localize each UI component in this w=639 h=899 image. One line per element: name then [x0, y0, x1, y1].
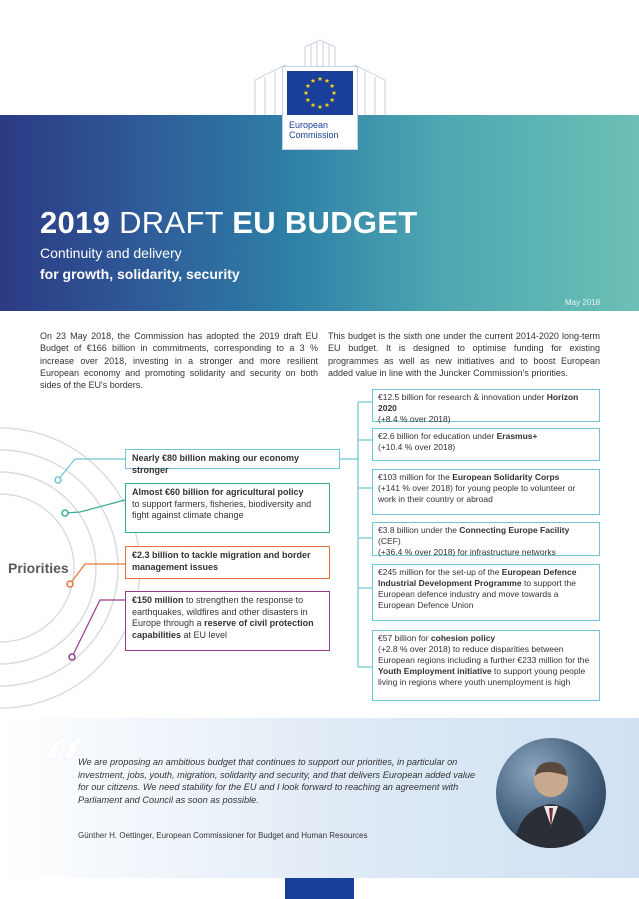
priority-civil-bold-b: reserve of civil protection capabilities: [132, 618, 314, 640]
quote-text: We are proposing an ambitious budget that continues to support our priorities, in particular on investment, jobs, youth, migration, solidarity and security, and that delivers European added value for our citizens. We need stability for the EU and I look forward to reaching an agreement with Parliament and Council as soon as possible.: [78, 757, 476, 805]
solidarity-line2: (+141 % over 2018) for young people to volunteer or work in their country or abroad: [378, 483, 576, 504]
horizon-line2: (+8.4 % over 2018): [378, 414, 451, 424]
priorities-label: Priorities: [8, 560, 69, 576]
priority-civil-protection-box: [125, 591, 330, 651]
cohesion-pre: €57 billion for: [378, 633, 431, 643]
priority-civil-bold-a: €150 million: [132, 595, 184, 605]
priority-agriculture-text: to support farmers, fisheries, biodiversity and fight against climate change: [132, 498, 312, 520]
title-eu-budget: EU BUDGET: [232, 205, 418, 240]
cohesion-bold2: Youth Employment initiative: [378, 666, 492, 676]
footer-bar: [285, 878, 354, 899]
cef-post: (CEF): [378, 536, 401, 546]
cef-line2: (+36.4 % over 2018) for infrastructure networks: [378, 547, 556, 557]
title-draft: DRAFT: [119, 205, 224, 240]
european-commission-logo: [282, 66, 358, 150]
priority-agriculture-bold: Almost €60 billion for agricultural policy: [132, 487, 304, 497]
cohesion-bold: cohesion policy: [430, 633, 496, 643]
priority-agriculture-box: [125, 483, 330, 533]
defence-pre: €245 million for the set-up of the: [378, 567, 502, 577]
publication-date: May 2018: [565, 298, 601, 307]
page-title: [40, 205, 418, 241]
economy-item-cohesion: [372, 630, 600, 701]
logo-text: [289, 120, 339, 140]
eu-flag-icon: [287, 71, 353, 115]
priority-civil-text-a: to strengthen the response to earthquakes, wildfires and other disasters in Europe through a: [132, 595, 308, 628]
economy-item-solidarity-corps: [372, 469, 600, 515]
erasmus-bold: Erasmus+: [496, 431, 538, 441]
priority-economy-box: [125, 449, 340, 475]
horizon-bold: Horizon 2020: [378, 392, 579, 413]
intro-left-paragraph: On 23 May 2018, the Commission has adopted the 2019 draft EU Budget of €166 billion in commitments, corresponding to a 3 % increase over 2018, investing in a stronger and more resilient European economy and promoting solidarity and security on both sides of the EU's borders.: [40, 331, 318, 391]
defence-post: to support the European defence industry and move towards a European Defence Union: [378, 578, 576, 610]
subtitle-line1: Continuity and delivery: [40, 245, 182, 261]
logo-line1: European: [289, 120, 329, 130]
economy-item-defence: [372, 564, 600, 621]
priority-migration-box: [125, 546, 330, 579]
quote-mark-icon: “: [40, 720, 87, 825]
subtitle-line2: for growth, solidarity, security: [40, 266, 240, 282]
horizon-pre: €12.5 billion for research & innovation under: [378, 392, 547, 402]
economy-item-erasmus: [372, 428, 600, 461]
cohesion-post2: to support young people living in regions where youth unemployment is high: [378, 666, 586, 687]
erasmus-pre: €2.6 billion for education under: [378, 431, 497, 441]
erasmus-line2: (+10.4 % over 2018): [378, 442, 456, 452]
defence-bold: European Defence Industrial Development Programme: [378, 567, 577, 588]
solidarity-bold: European Solidarity Corps: [452, 472, 560, 482]
priority-migration-text: €2.3 billion to tackle migration and border management issues: [132, 550, 311, 572]
cef-pre: €3.8 billion under the: [378, 525, 460, 535]
priority-civil-text-b: at EU level: [181, 629, 228, 640]
cohesion-line2: (+2.8 % over 2018) to reduce disparities between European regions including a further €233 million for the: [378, 644, 590, 665]
cef-bold: Connecting Europe Facility: [459, 525, 570, 535]
intro-right-paragraph: This budget is the sixth one under the current 2014-2020 long-term EU budget. It is designed to optimise funding for existing programmes as well as new initiatives and to boost European added value in line with the Juncker Commission's priorities.: [328, 331, 600, 378]
quote-author: Günther H. Oettinger, European Commissioner for Budget and Human Resources: [78, 831, 368, 840]
solidarity-pre: €103 million for the: [378, 472, 453, 482]
commissioner-portrait: [496, 738, 606, 848]
logo-line2: Commission: [289, 130, 339, 140]
economy-item-cef: [372, 522, 600, 556]
economy-item-horizon: [372, 389, 600, 422]
priority-economy-text: Nearly €80 billion making our economy stronger: [132, 453, 300, 475]
title-year: 2019: [40, 205, 111, 240]
portrait-silhouette-icon: [496, 738, 606, 848]
